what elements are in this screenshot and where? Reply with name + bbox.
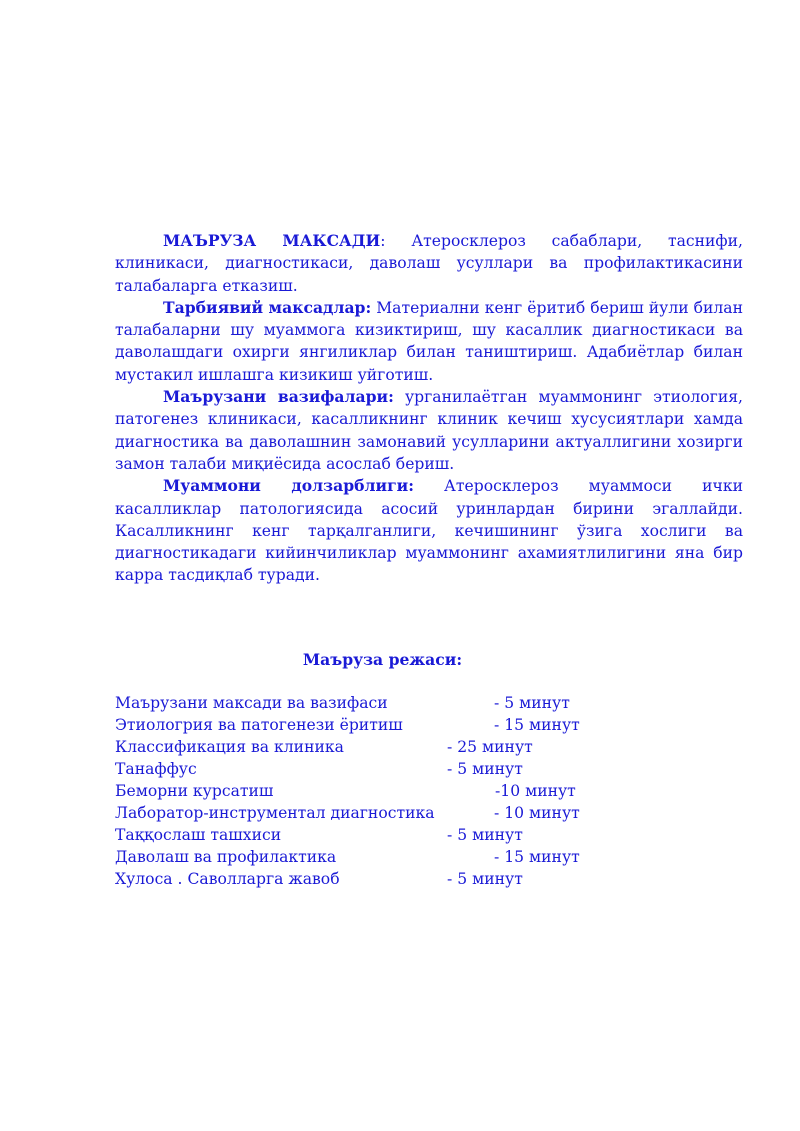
plan-item: [115, 714, 635, 736]
plan-item-duration: - 5 минут: [447, 870, 523, 888]
plan-item-label: Беморни курсатиш: [115, 782, 274, 800]
plan-item-label: Маърузани максади ва вазифаси: [115, 694, 388, 712]
plan-item-duration: - 5 минут: [494, 694, 570, 712]
lecture-goals-section: [115, 230, 743, 587]
plan-item: [115, 824, 635, 846]
plan-item-label: Классификация ва клиника: [115, 738, 344, 756]
plan-item-duration: - 15 минут: [494, 848, 580, 866]
plan-item: [115, 692, 635, 714]
lecture-aim-paragraph: [115, 230, 743, 297]
plan-item-duration: - 5 минут: [447, 760, 523, 778]
plan-item: [115, 846, 635, 868]
plan-item-label: Этиологрия ва патогенези ёритиш: [115, 716, 403, 734]
plan-item-duration: - 25 минут: [447, 738, 533, 756]
plan-item: [115, 868, 635, 890]
plan-item: [115, 780, 635, 802]
lecture-aim-text: Атеросклероз сабаблари, таснифи, клиникаси, диагностикаси, даволаш усуллари ва профилактикасини талабаларга етказиш.: [115, 232, 743, 295]
educational-goals-heading: Тарбиявий максадлар:: [163, 297, 372, 317]
educational-goals-text: Материални кенг ёритиб бериш йули билан талабаларни шу муаммога кизиктириш, шу касаллик диагностикаси ва даволашдаги охирги янгиликлар билан таништириш. Адабиётлар билан мустакил ишлашга кизикиш уйготиш.: [115, 298, 743, 384]
plan-item-duration: - 10 минут: [494, 804, 580, 822]
plan-item: [115, 758, 635, 780]
plan-item-duration: - 5 минут: [447, 826, 523, 844]
plan-item-duration: -10 минут: [495, 782, 576, 800]
lecture-tasks-text: урганилаётган муаммонинг этиология, патогенез клиникаси, касалликнинг клиник кечиш хусусиятлари хамда диагностика ва даволашнин замонавий усулларини актуаллигини хозирги замон талаби миқиёсида асослаб бериш.: [115, 388, 744, 473]
lecture-aim-separator: :: [380, 232, 386, 250]
lecture-tasks-heading: Маърузани вазифалари:: [163, 387, 394, 407]
problem-relevance-paragraph: [115, 475, 743, 586]
lecture-aim-heading: МАЪРУЗА МАКСАДИ: [163, 231, 381, 250]
plan-item: [115, 736, 635, 758]
lecture-tasks-paragraph: [115, 386, 743, 475]
educational-goals-paragraph: [115, 297, 743, 386]
plan-item-label: Таққослаш ташхиси: [115, 826, 282, 844]
lecture-plan-title: Маъруза режаси:: [302, 650, 463, 669]
lecture-plan-list: [115, 692, 635, 890]
plan-item-duration: - 15 минут: [494, 716, 580, 734]
plan-item-label: Танаффус: [115, 760, 197, 778]
plan-item-label: Даволаш ва профилактика: [115, 848, 337, 866]
problem-relevance-heading: Муаммони долзарблиги:: [163, 476, 414, 496]
plan-item: [115, 802, 635, 824]
problem-relevance-text: Атеросклероз муаммоси ички касалликлар патологиясида асосий уринлардан бирини эгаллайди. Касалликнинг кенг тарқалганлиги, кечишининг ўзига хослиги ва диагностикадаги кийинчиликлар муаммонинг ахамиятлилигини яна бир карра тасдиқлаб туради.: [115, 477, 743, 585]
plan-item-label: Лаборатор-инструментал диагностика: [115, 804, 435, 822]
plan-item-label: Хулоса . Саволларга жавоб: [115, 870, 340, 888]
